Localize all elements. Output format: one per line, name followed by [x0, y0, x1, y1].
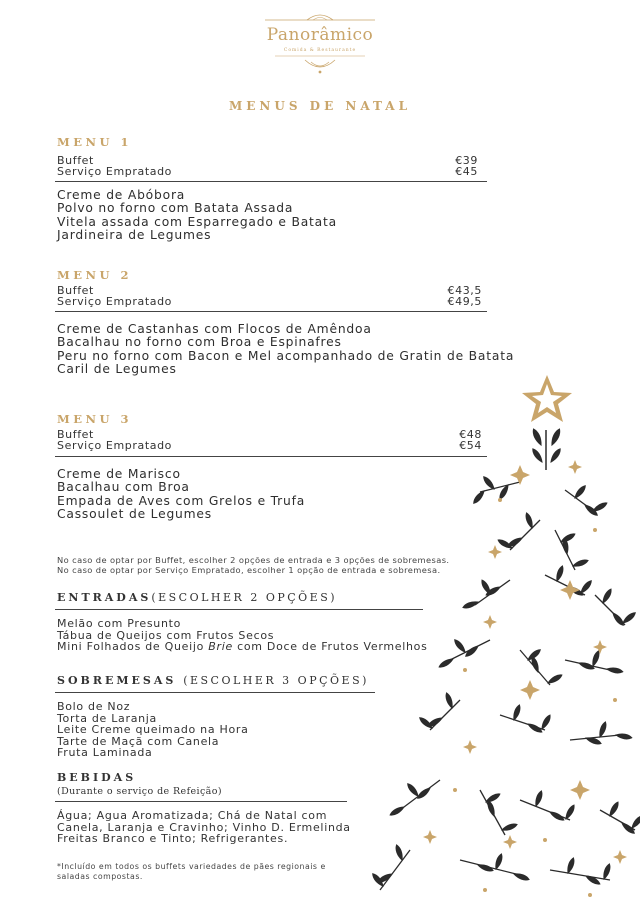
brand-logo [255, 12, 385, 78]
dish: Vitela assada com Esparregado e Batata [57, 214, 337, 229]
menu-3-dishes [57, 468, 305, 521]
menu-1-dishes [57, 189, 337, 242]
entrada-item: Melão com Presunto [57, 617, 182, 630]
sobremesa-item: Tarte de Maçã com Canela [57, 734, 220, 748]
menu-3-heading: MENU 3 [57, 412, 133, 426]
menu-1-buffet-label: Buffet [57, 154, 94, 167]
bebidas-list [57, 810, 351, 845]
dish: Cassoulet de Legumes [57, 506, 212, 521]
note-line: No caso de optar por Buffet, escolher 2 opções de entrada e 3 opções de sobremesas. [57, 555, 450, 565]
dish: Creme de Abóbora [57, 188, 186, 202]
footnote [57, 862, 326, 882]
menu-2-buffet-label: Buffet [57, 284, 94, 297]
tree-foliage [371, 428, 640, 890]
sobremesas-divider [55, 692, 375, 693]
dish: Creme de Marisco [57, 467, 181, 481]
footnote-line: saladas compostas. [57, 872, 143, 881]
bebidas-heading: BEBIDAS [57, 771, 137, 784]
menu-2-empratado-label: Serviço Empratado [57, 295, 172, 308]
menu-2-heading: MENU 2 [57, 268, 133, 282]
menu-2-divider [55, 311, 487, 312]
sobremesa-item: Torta de Laranja [57, 711, 158, 725]
footnote-line: *Incluído em todos os buffets variedades de pães regionais e [57, 862, 326, 871]
dish: Peru no forno com Bacon e Mel acompanhado de Gratin de Batata [57, 348, 515, 363]
dish: Bacalhau no forno com Broa e Espinafres [57, 335, 342, 350]
bebidas-divider [55, 801, 347, 802]
brand-tagline: Comida & Restaurante [283, 48, 357, 53]
bebida-line: Canela, Laranja e Cravinho; Vinho D. Ermelinda [57, 820, 351, 834]
menu-1-empratado-price: €45 [455, 165, 478, 178]
menu-1-buffet-price: €39 [455, 154, 478, 167]
sparkle-icons [423, 460, 627, 897]
sobremesas-title: SOBREMESAS [57, 674, 177, 687]
dish: Jardineira de Legumes [57, 227, 212, 242]
star-icon [522, 375, 572, 422]
entrada-item: Tábua de Queijos com Frutos Secos [57, 628, 275, 642]
dish: Polvo no forno com Batata Assada [57, 201, 294, 216]
page-title: MENUS DE NATAL [228, 99, 412, 113]
bebida-line: Freitas Branco e Tinto; Refrigerantes. [57, 832, 289, 846]
entrada-text: com Doce de Frutos Vermelhos [232, 640, 428, 654]
menu-2-empratado-price: €49,5 [447, 295, 482, 308]
bebidas-subtitle: (Durante o serviço de Refeição) [57, 786, 222, 797]
sobremesas-list [57, 701, 249, 759]
sobremesa-item: Leite Creme queimado na Hora [57, 723, 249, 737]
entrada-text: Mini Folhados de Queijo [57, 640, 209, 654]
menu-3-empratado-label: Serviço Empratado [57, 439, 172, 452]
entradas-divider [55, 609, 423, 610]
entrada-italic-text: Brie [208, 640, 233, 654]
sobremesas-qualifier: (ESCOLHER 3 OPÇÕES) [183, 674, 369, 687]
dish: Creme de Castanhas com Flocos de Amêndoa [57, 322, 372, 336]
note-line: No caso de optar por Serviço Empratado, escolher 1 opção de entrada e sobremesa. [57, 565, 441, 575]
menu-3-buffet-label: Buffet [57, 428, 94, 441]
menu-3-buffet-price: €48 [459, 428, 482, 441]
bebida-line: Água; Agua Aromatizada; Chá de Natal com [57, 809, 328, 822]
menu-2-dishes [57, 323, 514, 376]
entradas-title: ENTRADAS [57, 591, 152, 604]
entradas-heading [57, 591, 337, 604]
sobremesa-item: Fruta Laminada [57, 746, 153, 760]
dish: Caril de Legumes [57, 361, 177, 376]
menu-2-buffet-price: €43,5 [447, 284, 482, 297]
sobremesa-item: Bolo de Noz [57, 700, 131, 713]
dish: Empada de Aves com Grelos e Trufa [57, 493, 306, 508]
menu-1-empratado-label: Serviço Empratado [57, 165, 172, 178]
menu-3-empratado-price: €54 [459, 439, 482, 452]
menu-1-divider [55, 181, 487, 182]
christmas-tree-illustration [370, 370, 640, 905]
logo-ornament-icon [255, 12, 385, 78]
sobremesas-heading [57, 674, 369, 687]
dish: Bacalhau com Broa [57, 480, 190, 495]
menu-1-heading: MENU 1 [57, 135, 133, 149]
brand-name: Panorâmico [266, 25, 374, 45]
entradas-qualifier: (ESCOLHER 2 OPÇÕES) [151, 591, 338, 604]
